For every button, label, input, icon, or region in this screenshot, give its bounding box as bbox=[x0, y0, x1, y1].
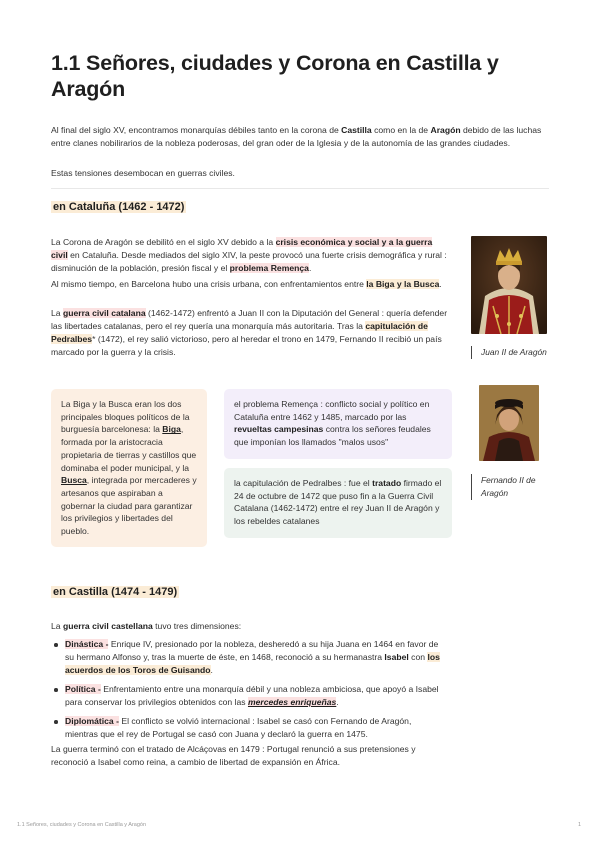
divider bbox=[51, 188, 549, 189]
intro-paragraph-2: Estas tensiones desembocan en guerras civiles. bbox=[51, 168, 235, 178]
text: . bbox=[210, 665, 213, 675]
bold-guerra-castellana: guerra civil castellana bbox=[62, 621, 153, 631]
fernando-ii-portrait bbox=[479, 385, 539, 461]
biga-busca-callout bbox=[51, 389, 207, 547]
bold-biga: Biga bbox=[162, 424, 181, 435]
juan-ii-portrait bbox=[471, 236, 547, 334]
bold-tratado: tratado bbox=[372, 478, 402, 488]
castilla-dimensions-list bbox=[51, 638, 441, 747]
text: . bbox=[308, 263, 312, 273]
text: con bbox=[408, 652, 428, 662]
castilla-intro bbox=[51, 620, 549, 633]
label-dinastica: Dinástica - bbox=[65, 639, 109, 649]
text: como en la de bbox=[371, 125, 431, 135]
cataluna-paragraph-2 bbox=[51, 278, 451, 291]
cataluna-paragraph-1 bbox=[51, 236, 451, 275]
pedralbes-callout bbox=[224, 468, 452, 538]
text: el problema Remença : conflicto social y político en Cataluña entre 1462 y 1485, marcado por las bbox=[234, 399, 430, 422]
highlight-biga-busca: la Biga y la Busca bbox=[366, 279, 440, 289]
section-heading-cataluna bbox=[51, 199, 186, 215]
highlight-pedralbes: capitulación de Pedralbes bbox=[51, 321, 428, 344]
heading-text: en Cataluña (1462 - 1472) bbox=[53, 201, 185, 213]
bold-castilla: Castilla bbox=[341, 125, 372, 135]
section-heading-castilla bbox=[51, 584, 179, 600]
heading-text: en Castilla (1474 - 1479) bbox=[53, 586, 178, 598]
text: Enfrentamiento entre una monarquía débil y una nobleza ambiciosa, que apoyó a Isabel para conservar los privilegios obtenidos con las bbox=[65, 684, 439, 707]
footer-title: 1.1 Señores, ciudades y Corona en Castilla y Aragón bbox=[17, 822, 147, 828]
bold-aragon: Aragón bbox=[430, 125, 461, 135]
page-number: 1 bbox=[578, 822, 582, 828]
label-politica: Política - bbox=[65, 684, 101, 694]
text: El conflicto se volvió internacional : Isabel se casó con Fernando de Aragón, mientras que el rey de Portugal se casó con Juana y declaró la guerra en 1475. bbox=[65, 716, 412, 739]
text: Enrique IV, presionado por la nobleza, desheredó a su hija Juana en 1464 en favor de su hermano Alfonso y, tras la muerte de éste, en 1468, reconoció a su hermanastra bbox=[65, 639, 439, 662]
bold-isabel: Isabel bbox=[384, 652, 409, 662]
text: (1462-1472) enfrentó a Juan II con la Diputación del General : quería defender las libertades catalanas, pero el rey quería una monarquía más autoritaria. Tras la bbox=[51, 308, 448, 331]
list-item bbox=[51, 638, 441, 677]
text: Al mismo tiempo, en Barcelona hubo una crisis urbana, con enfrentamientos entre bbox=[51, 279, 367, 289]
text: debido de las luchas entre clanes nobilirarios de la nobleza poderosas, del gran oder de la Iglesia y de la autonomía de las grandes ciudades. bbox=[51, 125, 542, 148]
text: La bbox=[51, 621, 63, 631]
text: La Biga y la Busca eran los dos principales bloques políticos de la burguesía barcelonesa: la bbox=[61, 399, 190, 435]
castilla-closing: La guerra terminó con el tratado de Alcáçovas en 1479 : Portugal renunció a sus pretensiones y reconoció a Isabel como reina, a cambio de libertad de expansión en África. bbox=[51, 744, 416, 767]
page-title: 1.1 Señores, ciudades y Corona en Castilla y Aragón bbox=[51, 51, 499, 101]
bold-revueltas: revueltas campesinas bbox=[234, 424, 324, 435]
list-item bbox=[51, 715, 441, 741]
highlight-toros-guisando: los acuerdos de los Toros de Guisando bbox=[65, 652, 440, 675]
juan-ii-caption: Juan II de Aragón bbox=[471, 346, 547, 359]
text: en Cataluña. Desde mediados del siglo XIV, la peste provocó una fuerte crisis demográfica y rural : disminución de la población, presión fiscal y el bbox=[51, 250, 447, 273]
fernando-ii-caption: Fernando II de Aragón bbox=[471, 474, 547, 500]
text: Al final del siglo XV, encontramos monarquías débiles tanto en la corona de bbox=[51, 125, 342, 135]
highlight-remenca: problema Remença bbox=[229, 263, 309, 273]
highlight-guerra-civil: guerra civil catalana bbox=[62, 308, 146, 318]
text: . bbox=[336, 697, 339, 707]
text: tuvo tres dimensiones: bbox=[152, 621, 242, 631]
text: la capitulación de Pedralbes : fue el bbox=[234, 478, 373, 488]
highlight-crisis: crisis económica y social y a la guerra civil bbox=[51, 237, 433, 260]
label-diplomatica: Diplomática - bbox=[65, 716, 119, 726]
text: . bbox=[439, 279, 442, 289]
text: * (1472), el rey salió victorioso, pero al heredar el trono en 1479, Fernando II recibió un país marcado por la guerra y la crisis. bbox=[51, 334, 442, 357]
text: La bbox=[51, 308, 63, 318]
text: La Corona de Aragón se debilitó en el siglo XV debido a la bbox=[51, 237, 276, 247]
cataluna-paragraph-3 bbox=[51, 307, 451, 359]
remenca-callout bbox=[224, 389, 452, 459]
text: contra los señores feudales que imponían los llamados "malos usos" bbox=[234, 424, 431, 448]
intro-paragraph-1 bbox=[51, 124, 549, 150]
text: , integrada por mercaderes y artesanos que aspiraban a gobernar la ciudad para garantizar los privilegios y libertades del pueblo. bbox=[61, 475, 197, 537]
text: , formada por la aristocracia propietaria de tierras y castillos que dominaba el poder municipal, y la bbox=[61, 424, 197, 473]
list-item bbox=[51, 683, 441, 709]
bold-busca: Busca bbox=[61, 475, 87, 486]
highlight-mercedes: mercedes enriqueñas bbox=[247, 697, 337, 707]
text: firmado el 24 de octubre de 1472 que puso fin a la Guerra Civil Catalana (1462-1472) entre el rey Juan II de Aragón y los rebeldes catalanes bbox=[234, 478, 442, 527]
